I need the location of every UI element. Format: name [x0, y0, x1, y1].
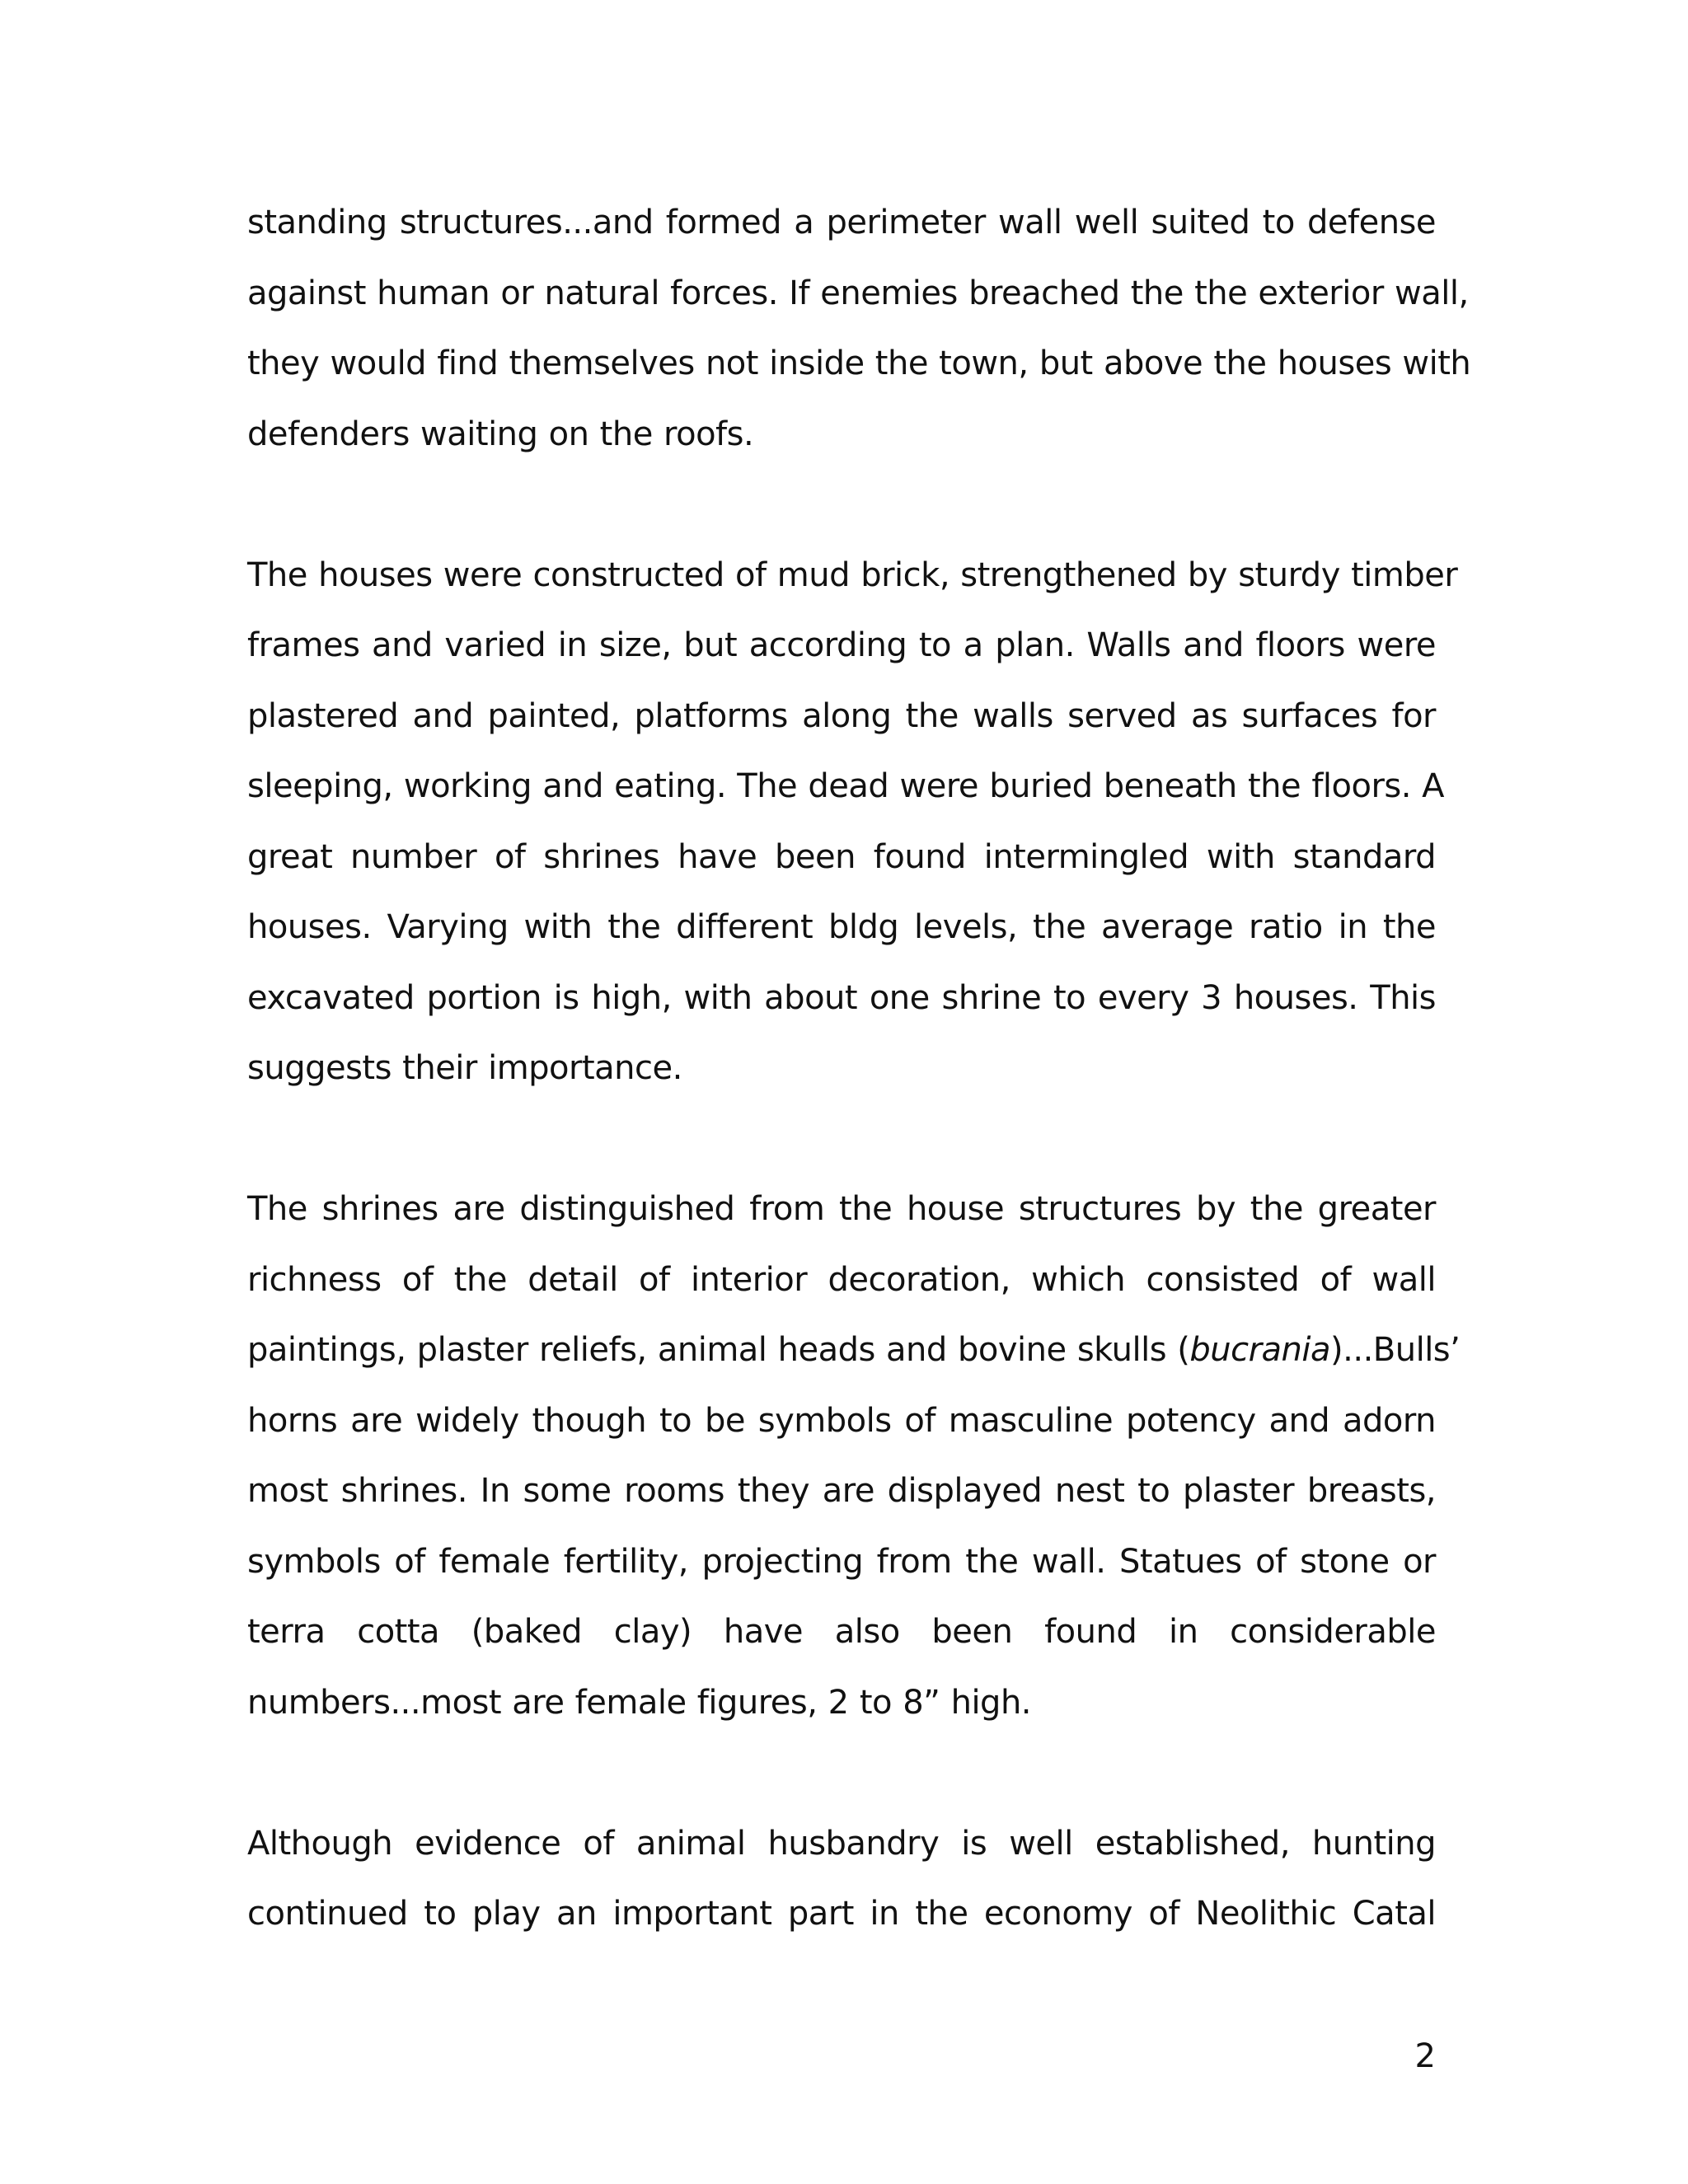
text-line: terra cotta (baked clay) have also been found in considerable: [247, 1613, 1436, 1651]
page-number: 2: [1414, 2037, 1436, 2075]
paragraph-4: [247, 1809, 1436, 1950]
text-line: numbers...most are female figures, 2 to 8” high.: [247, 1683, 1032, 1722]
text-line: The houses were constructed of mud brick, strengthened by sturdy timber: [247, 555, 1458, 594]
text-line: suggests their importance.: [247, 1049, 682, 1087]
text-line: excavated portion is high, with about one shrine to every 3 houses. This: [247, 978, 1436, 1017]
text-fragment: )...Bulls’: [1330, 1331, 1461, 1369]
paragraph-2: [247, 541, 1458, 1104]
paragraph-spacer: [247, 470, 1436, 541]
text-line: houses. Varying with the different bldg levels, the average ratio in the: [247, 908, 1436, 946]
text-line: richness of the detail of interior decoration, which consisted of wall: [247, 1260, 1436, 1299]
text-line: standing structures...and formed a perimeter wall well suited to defense: [247, 204, 1436, 241]
text-line: great number of shrines have been found intermingled with standard: [247, 837, 1436, 876]
text-line: plastered and painted, platforms along the walls served as surfaces for: [247, 696, 1436, 735]
body-text: [247, 188, 1471, 1950]
italic-term: bucrania: [1189, 1331, 1331, 1369]
text-line: symbols of female fertility, projecting from the wall. Statues of stone or: [247, 1542, 1436, 1581]
text-fragment: paintings, plaster reliefs, animal heads and bovine skulls (: [247, 1331, 1190, 1369]
text-line-with-italic: [247, 1315, 1461, 1386]
paragraph-spacer: [247, 1104, 1436, 1175]
text-line: most shrines. In some rooms they are displayed nest to plaster breasts,: [247, 1472, 1436, 1510]
text-line: frames and varied in size, but according to a plan. Walls and floors were: [247, 626, 1436, 664]
text-line: sleeping, working and eating. The dead were buried beneath the floors. A: [247, 767, 1445, 805]
paragraph-1: [247, 188, 1471, 470]
text-line: horns are widely though to be symbols of masculine potency and adorn: [247, 1401, 1436, 1440]
paragraph-3: [247, 1174, 1461, 1738]
text-line: against human or natural forces. If enemies breached the the exterior wall,: [247, 274, 1469, 312]
text-line: defenders waiting on the roofs.: [247, 415, 754, 453]
text-line: continued to play an important part in the economy of Neolithic Catal: [247, 1895, 1436, 1933]
text-line: The shrines are distinguished from the house structures by the greater: [247, 1190, 1436, 1228]
paragraph-spacer: [247, 1738, 1436, 1809]
text-line: Although evidence of animal husbandry is well established, hunting: [247, 1824, 1436, 1863]
text-line: they would find themselves not inside the town, but above the houses with: [247, 344, 1471, 382]
